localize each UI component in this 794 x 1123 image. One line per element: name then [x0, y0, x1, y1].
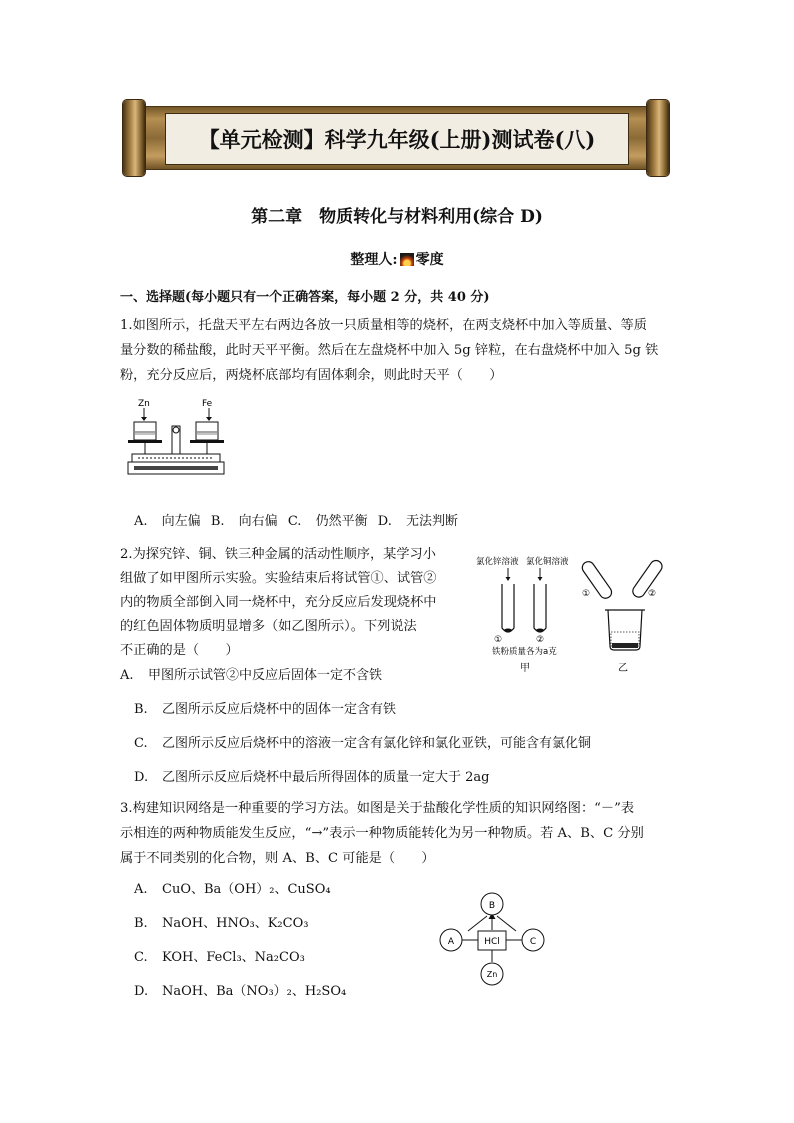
- q1-stem: [120, 313, 680, 388]
- scroll-right-roller: [647, 100, 669, 176]
- q1-line: 量分数的稀盐酸，此时天平平衡。然后在左盘烧杯中加入 5g 锌粒，在右盘烧杯中加入 5g 铁: [120, 343, 659, 358]
- zn-label: Zn: [138, 399, 150, 409]
- q2-option-a: [120, 664, 382, 683]
- q3-option-a-text: CuO、Ba（OH）₂、CuSO₄: [162, 882, 331, 897]
- q3-stem: [120, 796, 680, 871]
- q2-line: 的红色固体物质明显增多（如乙图所示）。下列说法: [120, 619, 417, 634]
- q3-option-d-text: NaOH、Ba（NO₃）₂、H₂SO₄: [162, 984, 347, 999]
- q2-option-d-text: 乙图所示反应后烧杯中最后所得固体的质量一定大于 2ag: [162, 770, 490, 785]
- q1-option-a-text: 向左偏: [161, 514, 201, 529]
- flame-avatar-icon: [400, 253, 414, 266]
- editor-line: [0, 249, 794, 269]
- q3-line: 属于不同类别的化合物，则 A、B、C 可能是（ ）: [120, 851, 435, 866]
- q3-option-b-text: NaOH、HNO₃、K₂CO₃: [162, 916, 309, 931]
- q2-line: 2.为探究锌、铜、铁三种金属的活动性顺序，某学习小: [120, 547, 436, 562]
- q3-option-b: [134, 912, 308, 931]
- q2-option-a-text: 甲图所示试管②中反应后固体一定不含铁: [148, 668, 383, 683]
- title-scroll-banner: [123, 100, 669, 176]
- zncl2-label: 氯化锌溶液: [476, 557, 519, 567]
- q2-option-a-label: A.: [120, 668, 134, 683]
- node-c-label: C: [529, 937, 537, 947]
- q1-option-b-text: 向右偏: [238, 514, 278, 529]
- yi-tube1-label: ①: [582, 589, 591, 599]
- balance-figure: [124, 396, 234, 478]
- tube1-label: ①: [494, 635, 503, 645]
- q3-option-a: [134, 878, 331, 897]
- q2-line: 内的物质全部倒入同一烧杯中，充分反应后发现烧杯中: [120, 595, 437, 610]
- node-zn-label: Zn: [486, 970, 498, 979]
- q2-option-b-label: B.: [134, 702, 148, 717]
- q3-option-d: [134, 980, 346, 999]
- q2-line: 组做了如甲图所示实验。实验结束后将试管①、试管②: [120, 571, 437, 586]
- caption-jia: 甲: [520, 663, 530, 674]
- q2-option-d: [134, 766, 489, 785]
- q1-option-b-label: B.: [210, 514, 225, 529]
- section-heading: 一、选择题(每小题只有一个正确答案，每小题 2 分，共 40 分): [120, 290, 490, 305]
- q1-line: 1.如图所示，托盘天平左右两边各放一只质量相等的烧杯，在两支烧杯中加入等质量、等质: [120, 318, 647, 333]
- node-hcl-label: HCl: [484, 937, 500, 947]
- yi-tube2-label: ②: [648, 589, 657, 599]
- hcl-network-diagram: [430, 886, 560, 994]
- iron-note: 铁粉质量各为a克: [492, 647, 557, 657]
- q2-line: 不正确的是（ ）: [120, 643, 239, 658]
- q3-option-d-label: D.: [134, 984, 149, 999]
- scroll-left-roller: [123, 100, 145, 176]
- q2-option-b-text: 乙图所示反应后烧杯中的固体一定含有铁: [162, 702, 397, 717]
- q2-option-c-label: C.: [134, 736, 148, 751]
- q3-option-c: [134, 946, 305, 965]
- node-a-label: A: [447, 937, 455, 947]
- q3-option-c-text: KOH、FeCl₃、Na₂CO₃: [162, 950, 305, 965]
- q1-option-c-text: 仍然平衡: [315, 514, 368, 529]
- q3-option-c-label: C.: [134, 950, 148, 965]
- q3-line: 示相连的两种物质能发生反应，“→”表示一种物质能转化为另一种物质。若 A、B、C 分别: [120, 826, 644, 841]
- q2-option-b: [134, 698, 396, 717]
- editor-name: 零度: [415, 252, 444, 268]
- caption-yi: 乙: [618, 663, 628, 674]
- q1-option-c-label: C.: [287, 514, 302, 529]
- chapter-title: 第二章 物质转化与材料利用(综合 D): [251, 207, 543, 227]
- banner-title: 【单元检测】科学九年级(上册)测试卷(八): [165, 113, 629, 165]
- q3-option-a-label: A.: [134, 882, 148, 897]
- q2-option-c: [134, 732, 591, 751]
- q3-option-b-label: B.: [134, 916, 148, 931]
- q1-line: 粉，充分反应后，两烧杯底部均有固体剩余，则此时天平（ ）: [120, 368, 503, 383]
- q3-line: 3.构建知识网络是一种重要的学习方法。如图是关于盐酸化学性质的知识网络图：“－”表: [120, 801, 634, 816]
- q1-option-a-label: A.: [134, 514, 148, 529]
- q1-option-d-label: D.: [377, 514, 392, 529]
- tube2-label: ②: [536, 635, 545, 645]
- fe-label: Fe: [202, 399, 213, 409]
- q2-stem: [120, 543, 460, 663]
- q1-option-d-text: 无法判断: [405, 514, 458, 529]
- cucl2-label: 氯化铜溶液: [526, 557, 569, 567]
- q2-option-c-text: 乙图所示反应后烧杯中的溶液一定含有氯化锌和氯化亚铁，可能含有氯化铜: [162, 736, 592, 751]
- q2-option-d-label: D.: [134, 770, 149, 785]
- q2-figure: [470, 550, 670, 680]
- editor-prefix: 整理人:: [350, 252, 398, 268]
- node-b-label: B: [488, 901, 496, 911]
- q1-options: [134, 510, 458, 529]
